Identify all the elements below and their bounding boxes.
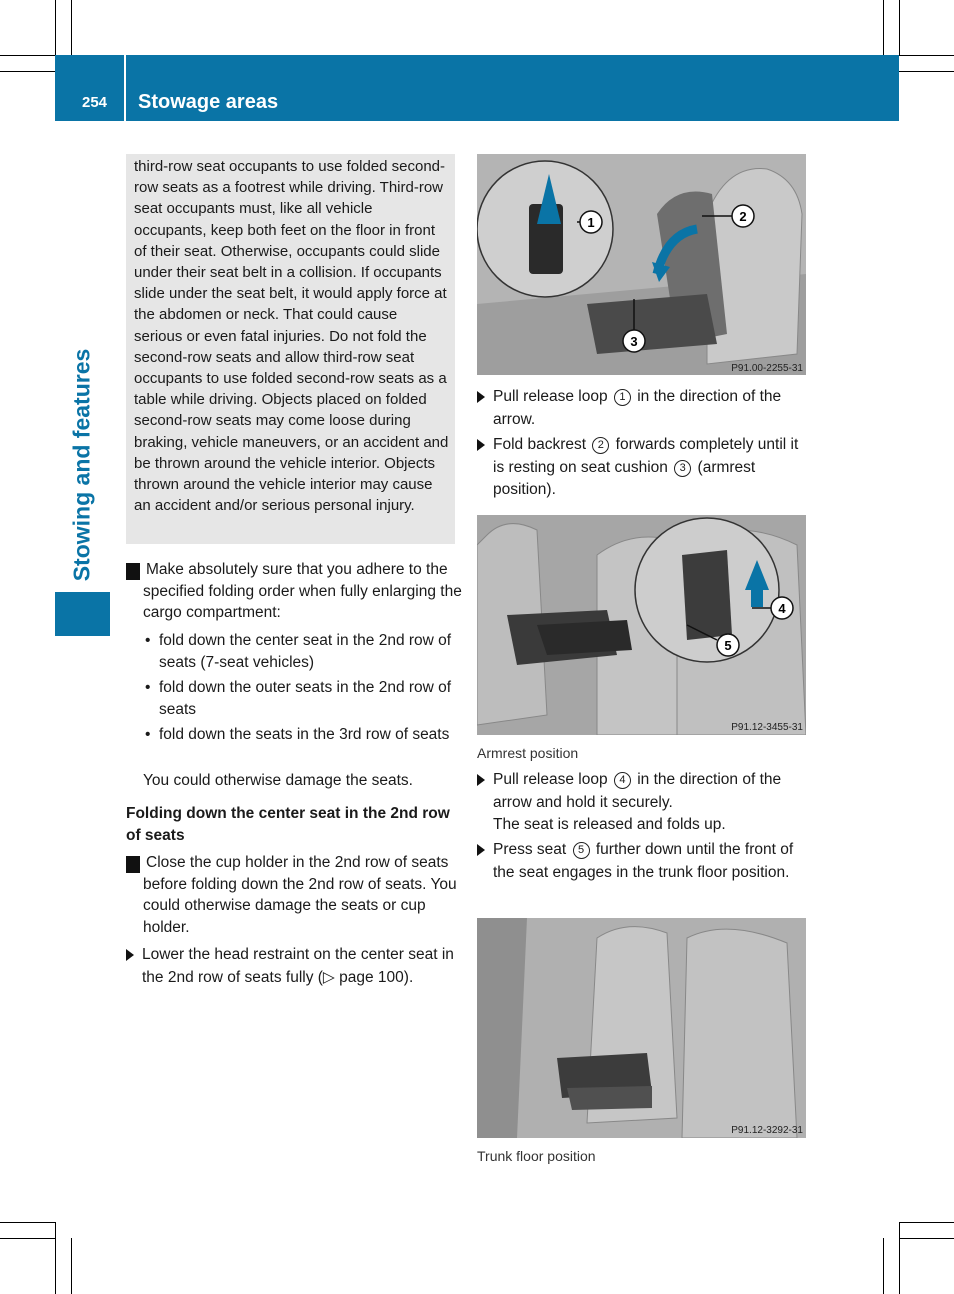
crop-mark [0, 71, 55, 72]
svg-text:5: 5 [724, 638, 732, 653]
callout-number: 4 [614, 772, 631, 789]
svg-text:P91.12-3292-31: P91.12-3292-31 [731, 1125, 803, 1136]
svg-text:2: 2 [739, 209, 747, 224]
crop-mark [71, 1238, 72, 1294]
crop-mark [899, 1222, 900, 1294]
note-cup-holder [122, 852, 473, 938]
figure-trunk-floor-position [477, 918, 806, 1138]
page-number: 254 [82, 94, 108, 111]
note-folding-order [122, 559, 473, 624]
note-text: Make absolutely sure that you adhere to the specified folding order when fully enlarging the cargo compartment: [143, 561, 462, 621]
step-arrow-icon [477, 391, 485, 403]
figure-caption: Trunk floor position [477, 1148, 596, 1164]
list-item: • fold down the outer seats in the 2nd row of seats [143, 677, 458, 720]
exclamation-icon: ! [126, 856, 140, 873]
step-fold-backrest: Fold backrest 2 forwards completely until it is resting on seat cushion 3 (armrest position). [477, 434, 808, 502]
figure-release-loop [477, 154, 806, 375]
svg-text:1: 1 [587, 215, 595, 230]
list-item: • fold down the center seat in the 2nd row of seats (7-seat vehicles) [143, 630, 458, 673]
crop-mark [55, 1222, 56, 1294]
side-tab-marker [55, 592, 110, 636]
note-consequence: You could otherwise damage the seats. [143, 772, 413, 789]
callout-number: 1 [614, 389, 631, 406]
callout-number: 5 [573, 842, 590, 859]
svg-text:3: 3 [630, 334, 638, 349]
step-arrow-icon [477, 439, 485, 451]
list-item: • fold down the seats in the 3rd row of seats [143, 724, 458, 746]
crop-mark [0, 55, 55, 56]
crop-mark [899, 1238, 954, 1239]
svg-text:P91.00-2255-31: P91.00-2255-31 [731, 363, 803, 374]
section-title: Stowage areas [138, 91, 279, 113]
step-press-seat: Press seat 5 further down until the front of the seat engages in the trunk floor position. [477, 839, 808, 884]
step-head-restraint [126, 944, 456, 989]
step-arrow-icon [477, 774, 485, 786]
crop-mark [899, 55, 954, 56]
note-text: Close the cup holder in the 2nd row of seats before folding down the 2nd row of seats. You could otherwise damage the seats or cup holder. [143, 854, 457, 936]
step-arrow-icon [126, 949, 134, 961]
step-pull-loop-1: Pull release loop 1 in the direction of the arrow. [477, 386, 808, 431]
step-arrow-icon [477, 844, 485, 856]
subheading: Folding down the center seat in the 2nd row of seats [126, 805, 450, 844]
seat-illustration-1 [477, 154, 806, 375]
svg-text:4: 4 [778, 601, 786, 616]
figure-caption: Armrest position [477, 745, 579, 761]
header-separator [124, 55, 126, 121]
step-result: The seat is released and folds up. [493, 816, 726, 833]
step-text: Lower the head restraint on the center seat in the 2nd row of seats fully (▷ page 100). [142, 946, 454, 986]
crop-mark [883, 1238, 884, 1294]
exclamation-icon: ! [126, 563, 140, 580]
crop-mark [883, 0, 884, 55]
crop-mark [899, 71, 954, 72]
crop-mark [71, 0, 72, 55]
svg-text:P91.12-3455-31: P91.12-3455-31 [731, 722, 803, 733]
crop-mark [899, 1222, 954, 1223]
crop-mark [55, 0, 56, 55]
callout-number: 3 [674, 460, 691, 477]
crop-mark [0, 1222, 55, 1223]
warning-text: third-row seat occupants to use folded second-row seats as a footrest while driving. Third-row seat occupants must, like all vehicle occupants, keep both feet on the floor in front of their seat. Otherwise, occupants could slide under their seat belt in a collision. If occupants slide under the seat belt, it would apply force at the abdomen or neck. That could cause serious or even fatal injuries. Do not fold the second-row seats and allow third-row seat occupants to use folded second-row seats as a table while driving. Objects placed on folded second-row seats may come loose during braking, vehicle maneuvers, or an accident and be thrown around the vehicle interior. Objects thrown around the vehicle interior may cause an accident and/or serious personal injury. [134, 158, 449, 515]
side-tab-label: Stowing and features [68, 348, 95, 582]
seat-illustration-3 [477, 918, 806, 1138]
crop-mark [0, 1238, 55, 1239]
figure-armrest-position [477, 515, 806, 735]
callout-number: 2 [592, 437, 609, 454]
seat-illustration-2 [477, 515, 806, 735]
folding-order-list [143, 630, 458, 750]
step-pull-loop-4: Pull release loop 4 in the direction of the arrow and hold it securely. The seat is released and folds up. [477, 769, 808, 837]
crop-mark [899, 0, 900, 55]
